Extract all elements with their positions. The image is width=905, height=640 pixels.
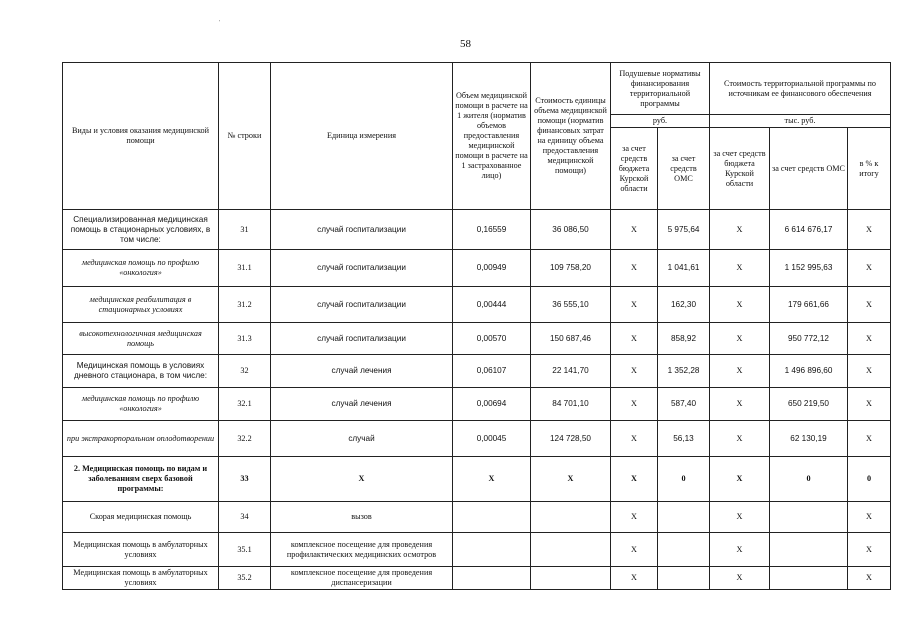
row-oms-1 (658, 502, 710, 533)
table-row (63, 287, 891, 323)
row-budget-2: X (710, 421, 770, 457)
header-oms-2: за счет средств ОМС (770, 128, 848, 210)
row-number: 31.3 (219, 323, 271, 355)
row-budget-1: X (611, 250, 658, 287)
header-unit-rub: руб. (611, 115, 710, 128)
header-percent: в % к итогу (848, 128, 891, 210)
row-volume: 0,00045 (453, 421, 531, 457)
row-oms-1 (658, 533, 710, 567)
row-cost (531, 567, 611, 590)
row-number: 34 (219, 502, 271, 533)
row-percent: X (848, 388, 891, 421)
row-budget-1: X (611, 210, 658, 250)
row-unit: случай госпитализации (271, 210, 453, 250)
row-budget-1: X (611, 388, 658, 421)
row-oms-2: 1 152 995,63 (770, 250, 848, 287)
row-oms-2: 650 219,50 (770, 388, 848, 421)
row-oms-1: 858,92 (658, 323, 710, 355)
row-budget-1: X (611, 567, 658, 590)
row-budget-2: X (710, 567, 770, 590)
row-budget-1: X (611, 533, 658, 567)
row-oms-2: 179 661,66 (770, 287, 848, 323)
row-budget-1: X (611, 355, 658, 388)
table-row (63, 502, 891, 533)
row-unit: случай (271, 421, 453, 457)
row-percent: X (848, 323, 891, 355)
row-volume: X (453, 457, 531, 502)
row-oms-2 (770, 502, 848, 533)
row-name: Специализированная медицинская помощь в стационарных условиях, в том числе: (63, 210, 219, 250)
row-volume: 0,00570 (453, 323, 531, 355)
row-oms-2: 62 130,19 (770, 421, 848, 457)
row-volume: 0,00444 (453, 287, 531, 323)
row-unit: случай госпитализации (271, 250, 453, 287)
row-number: 32 (219, 355, 271, 388)
row-budget-2: X (710, 355, 770, 388)
row-cost: 22 141,70 (531, 355, 611, 388)
row-name: Медицинская помощь в условиях дневного стационара, в том числе: (63, 355, 219, 388)
header-volume: Объем медицинской помощи в расчете на 1 жителя (норматив объемов предоставления медицинской помощи в расчете на 1 застрахованное лицо) (453, 63, 531, 210)
row-percent: X (848, 355, 891, 388)
header-per-capita: Подушевые нормативы финансирования территориальной программы (611, 63, 710, 115)
row-number: 31 (219, 210, 271, 250)
header-unit-thousand-rub: тыс. руб. (710, 115, 891, 128)
row-number: 31.2 (219, 287, 271, 323)
table-row (63, 388, 891, 421)
row-percent: X (848, 533, 891, 567)
row-budget-1: X (611, 502, 658, 533)
table-row (63, 323, 891, 355)
row-oms-2: 6 614 676,17 (770, 210, 848, 250)
row-number: 32.2 (219, 421, 271, 457)
row-unit: случай госпитализации (271, 287, 453, 323)
row-cost: 36 555,10 (531, 287, 611, 323)
row-cost: 36 086,50 (531, 210, 611, 250)
row-oms-2 (770, 567, 848, 590)
header-oms-1: за счет средств ОМС (658, 128, 710, 210)
row-cost (531, 502, 611, 533)
header-budget-1: за счет средств бюджета Курской области (611, 128, 658, 210)
row-name: Медицинская помощь в амбулаторных условиях (63, 567, 219, 590)
row-unit: комплексное посещение для проведения диспансеризации (271, 567, 453, 590)
row-cost: 84 701,10 (531, 388, 611, 421)
row-number: 35.2 (219, 567, 271, 590)
row-percent: X (848, 250, 891, 287)
row-name: высокотехнологичная медицинская помощь (63, 323, 219, 355)
row-oms-1: 5 975,64 (658, 210, 710, 250)
row-percent: X (848, 567, 891, 590)
row-number: 32.1 (219, 388, 271, 421)
row-volume: 0,00694 (453, 388, 531, 421)
row-percent: X (848, 502, 891, 533)
row-budget-1: X (611, 287, 658, 323)
row-budget-2: X (710, 250, 770, 287)
row-budget-2: X (710, 287, 770, 323)
row-percent: 0 (848, 457, 891, 502)
row-budget-2: X (710, 457, 770, 502)
row-unit: комплексное посещение для проведения профилактических медицинских осмотров (271, 533, 453, 567)
row-oms-1: 162,30 (658, 287, 710, 323)
header-kinds: Виды и условия оказания медицинской помощи (63, 63, 219, 210)
row-oms-1: 56,13 (658, 421, 710, 457)
row-volume (453, 567, 531, 590)
financing-table (62, 62, 891, 590)
row-volume: 0,00949 (453, 250, 531, 287)
row-unit: случай госпитализации (271, 323, 453, 355)
row-budget-2: X (710, 502, 770, 533)
row-budget-2: X (710, 388, 770, 421)
row-volume (453, 502, 531, 533)
header-program-cost: Стоимость территориальной программы по источникам ее финансового обеспечения (710, 63, 891, 115)
row-oms-1: 1 352,28 (658, 355, 710, 388)
row-number: 33 (219, 457, 271, 502)
table-row (63, 250, 891, 287)
row-name: медицинская помощь по профилю «онкология» (63, 388, 219, 421)
header-row-number: № строки (219, 63, 271, 210)
row-oms-1: 1 041,61 (658, 250, 710, 287)
row-budget-2: X (710, 533, 770, 567)
table-row (63, 533, 891, 567)
table-row (63, 355, 891, 388)
row-volume (453, 533, 531, 567)
scan-mark: ' (219, 20, 221, 26)
row-budget-1: X (611, 323, 658, 355)
header-cost: Стоимость единицы объема медицинской помощи (норматив финансовых затрат на единицу объема предоставления медицинской помощи) (531, 63, 611, 210)
row-volume: 0,16559 (453, 210, 531, 250)
row-oms-1: 587,40 (658, 388, 710, 421)
row-cost: 109 758,20 (531, 250, 611, 287)
row-oms-2: 1 496 896,60 (770, 355, 848, 388)
row-volume: 0,06107 (453, 355, 531, 388)
row-unit: случай лечения (271, 388, 453, 421)
row-oms-1 (658, 567, 710, 590)
page-number: 58 (460, 38, 471, 50)
row-number: 35.1 (219, 533, 271, 567)
row-name: медицинская реабилитация в стационарных условиях (63, 287, 219, 323)
row-unit: вызов (271, 502, 453, 533)
row-budget-2: X (710, 210, 770, 250)
row-percent: X (848, 210, 891, 250)
header-unit: Единица измерения (271, 63, 453, 210)
row-percent: X (848, 287, 891, 323)
row-cost: X (531, 457, 611, 502)
row-budget-1: X (611, 457, 658, 502)
row-unit: X (271, 457, 453, 502)
row-oms-2: 0 (770, 457, 848, 502)
row-name: Скорая медицинская помощь (63, 502, 219, 533)
row-oms-1: 0 (658, 457, 710, 502)
row-name: Медицинская помощь в амбулаторных условиях (63, 533, 219, 567)
header-budget-2: за счет средств бюджета Курской области (710, 128, 770, 210)
table-row (63, 421, 891, 457)
table-row (63, 210, 891, 250)
row-name: при экстракорпоральном оплодотворении (63, 421, 219, 457)
row-name: 2. Медицинская помощь по видам и заболеваниям сверх базовой программы: (63, 457, 219, 502)
table-row (63, 567, 891, 590)
table-row (63, 457, 891, 502)
row-name: медицинская помощь по профилю «онкология» (63, 250, 219, 287)
row-budget-1: X (611, 421, 658, 457)
row-oms-2: 950 772,12 (770, 323, 848, 355)
row-cost: 150 687,46 (531, 323, 611, 355)
row-budget-2: X (710, 323, 770, 355)
row-number: 31.1 (219, 250, 271, 287)
row-unit: случай лечения (271, 355, 453, 388)
row-cost: 124 728,50 (531, 421, 611, 457)
row-oms-2 (770, 533, 848, 567)
row-percent: X (848, 421, 891, 457)
row-cost (531, 533, 611, 567)
